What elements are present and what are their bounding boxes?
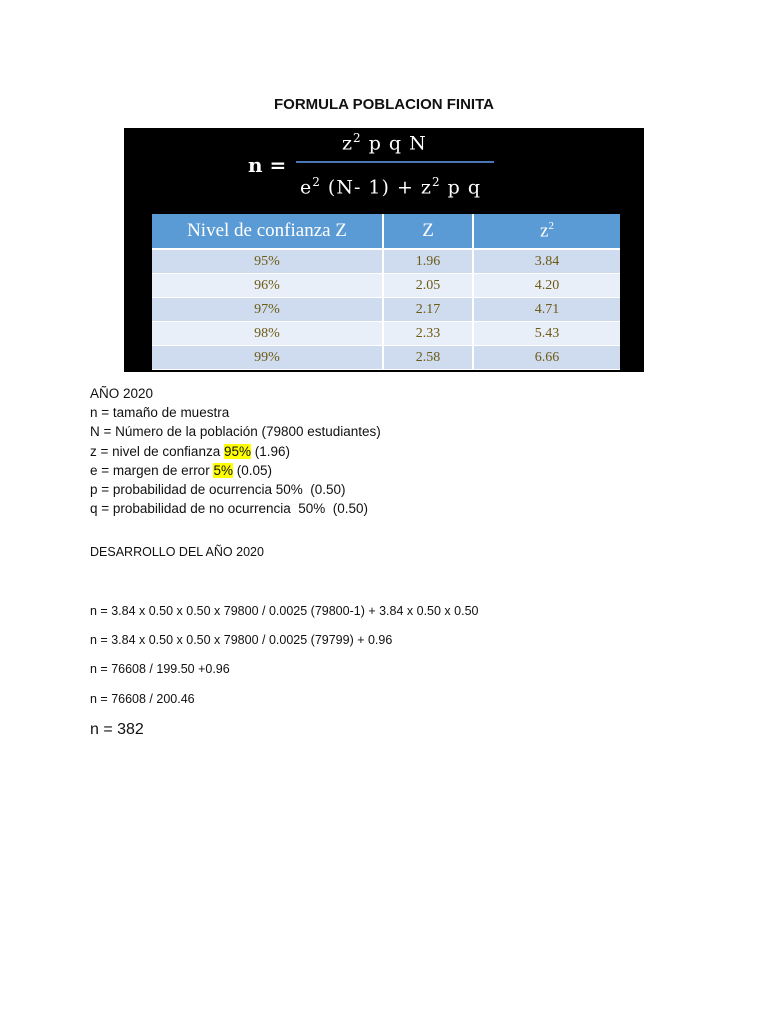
- highlight-5: 5%: [213, 462, 233, 478]
- cell-level: 98%: [152, 322, 383, 346]
- highlight-95: 95%: [223, 443, 251, 459]
- cell-z2: 4.71: [473, 298, 620, 322]
- formula-denominator: $e^2$ (N- $1) + z^2$ p q: [300, 175, 481, 199]
- finite-population-formula: [124, 128, 644, 216]
- document-title: FORMULA POBLACION FINITA: [274, 96, 494, 113]
- table-row: [152, 249, 620, 274]
- confidence-level-table: [152, 214, 620, 370]
- table-row: [152, 298, 620, 322]
- year-label: AÑO 2020: [90, 386, 154, 401]
- final-result: n = 382: [90, 721, 144, 738]
- calc-line-2: n = 3.84 x 0.50 x 0.50 x 79800 / 0.0025 (79799) + 0.96: [90, 633, 393, 647]
- fraction-bar: [296, 161, 494, 163]
- cell-z: 2.05: [383, 274, 473, 298]
- development-title: DESARROLLO DEL AÑO 2020: [90, 545, 264, 559]
- table-row: [152, 274, 620, 298]
- cell-z2: 4.20: [473, 274, 620, 298]
- cell-z: 2.17: [383, 298, 473, 322]
- cell-z2: 6.66: [473, 346, 620, 370]
- header-z-squared: $z^2$: [473, 214, 620, 249]
- header-z: Z: [383, 214, 473, 249]
- cell-z: 1.96: [383, 249, 473, 274]
- cell-z2: 5.43: [473, 322, 620, 346]
- cell-level: 95%: [152, 249, 383, 274]
- table-header-row: [152, 214, 620, 249]
- cell-z2: 3.84: [473, 249, 620, 274]
- param-p: p = probabilidad de ocurrencia 50% (0.50): [90, 482, 346, 498]
- parameter-list: [90, 384, 381, 518]
- calc-line-1: n = 3.84 x 0.50 x 0.50 x 79800 / 0.0025 (79800-1) + 3.84 x 0.50 x 0.50: [90, 604, 479, 618]
- formula-lhs: n =: [248, 153, 287, 177]
- table-row: [152, 322, 620, 346]
- cell-z: 2.33: [383, 322, 473, 346]
- header-confidence-level: Nivel de confianza Z: [152, 214, 383, 249]
- cell-level: 97%: [152, 298, 383, 322]
- formula-image: [124, 128, 644, 372]
- cell-level: 99%: [152, 346, 383, 370]
- param-z: z = nivel de confianza 95% (1.96): [90, 443, 291, 459]
- param-q: q = probabilidad de no ocurrencia 50% (0.50): [90, 501, 369, 517]
- param-N: N = Número de la población (79800 estudiantes): [90, 424, 381, 440]
- table-row: [152, 346, 620, 370]
- cell-z: 2.58: [383, 346, 473, 370]
- formula-numerator: $z^2$ p q N: [342, 131, 427, 155]
- calc-line-3: n = 76608 / 199.50 +0.96: [90, 662, 230, 676]
- param-n: n = tamaño de muestra: [90, 405, 230, 421]
- cell-level: 96%: [152, 274, 383, 298]
- param-e: e = margen de error 5% (0.05): [90, 462, 272, 478]
- calc-line-4: n = 76608 / 200.46: [90, 692, 195, 706]
